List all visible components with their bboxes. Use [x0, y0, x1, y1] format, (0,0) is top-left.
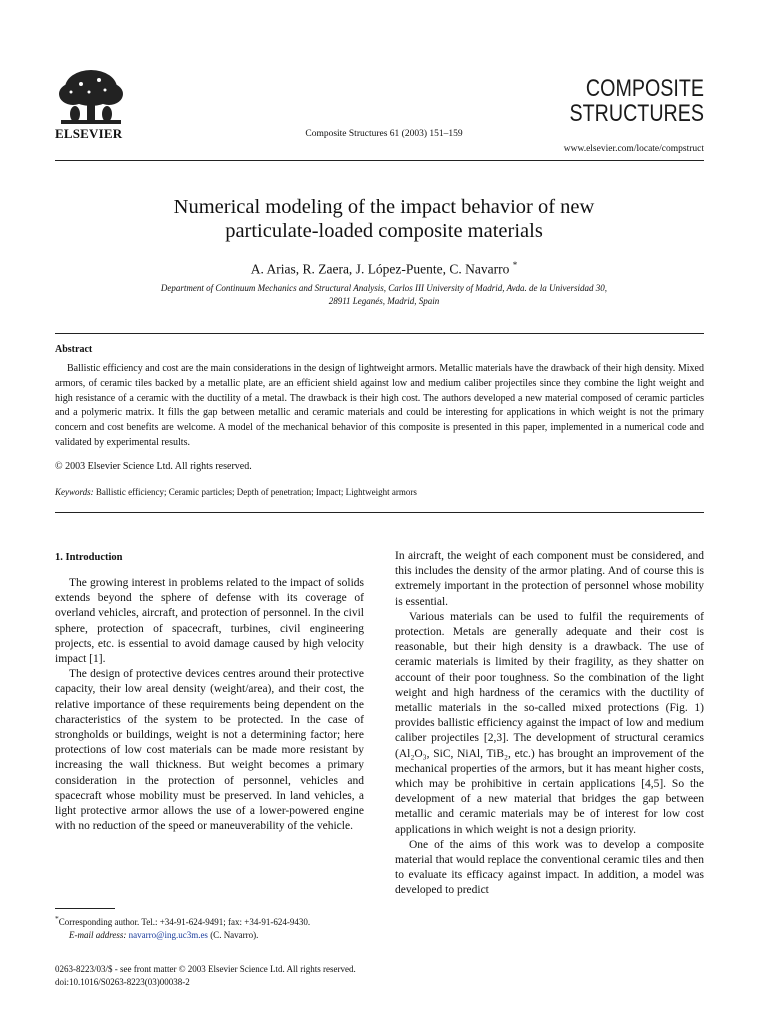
- paragraph: The growing interest in problems related to the impact of solids extends beyond the sphere of defense with its coverage of overland vehicles, aircraft, and protection of personnel. In the civil sphere, protection of spacecraft, turbines, civil engineering projects, etc. is essential to avoid damage caused by high velocity impact [1].: [55, 577, 364, 666]
- email-line: [55, 929, 364, 942]
- footer-issn: 0263-8223/03/$ - see front matter © 2003 Elsevier Science Ltd. All rights reserved.: [55, 964, 356, 974]
- footer-doi: doi:10.1016/S0263-8223(03)00038-2: [55, 976, 190, 987]
- author-list: [0, 260, 768, 278]
- abstract-copyright: © 2003 Elsevier Science Ltd. All rights reserved.: [55, 461, 252, 472]
- paper-title: [0, 195, 768, 243]
- footnote-mark: *: [55, 914, 59, 923]
- journal-url[interactable]: www.elsevier.com/locate/compstruct: [563, 144, 704, 154]
- journal-logo-text: [570, 76, 704, 126]
- paragraph: One of the aims of this work was to develop a composite material that would replace the conventional ceramic tiles and then to evaluate its efficacy against impact. In addition, a model was developed to predict: [395, 838, 704, 897]
- paragraph: The design of protective devices centres around their protective capacity, their low areal density (weight/area), and their cost, the relative importance of these requirements being dependent on the characteristics of the system to be protected. In the case of strongholds or buildings, weight is not a determining factor; here protections of low cost materials can be made more resistant by increasing the wall thickness. But weight becomes a primary consideration in the protection of personnel, vehicles and spacecraft whose mobility must be preserved. In land vehicles, a light protective armor allows the use of a lower-powered engine with no reduction of the speed or maneuverability of the vehicle.: [55, 668, 364, 833]
- abstract-bottom-rule: [55, 512, 704, 513]
- footnote-rule: [55, 908, 115, 909]
- keywords: [55, 487, 417, 497]
- keywords-label: Keywords:: [55, 487, 94, 497]
- affiliation: [0, 282, 768, 308]
- authors-text: A. Arias, R. Zaera, J. López-Puente, C. Navarro: [250, 261, 510, 277]
- email-link[interactable]: navarro@ing.uc3m.es: [128, 930, 208, 940]
- email-label: E-mail address:: [69, 930, 127, 940]
- right-column: [395, 549, 704, 899]
- email-suffix: (C. Navarro).: [210, 930, 259, 940]
- header-rule: [55, 160, 704, 161]
- keywords-text: Ballistic efficiency; Ceramic particles; Depth of penetration; Impact; Lightweight armors: [95, 487, 417, 497]
- title-line-1: Numerical modeling of the impact behavior of new: [173, 196, 595, 218]
- section-heading: 1. Introduction: [55, 552, 123, 563]
- journal-name-line2: STRUCTURES: [569, 100, 704, 127]
- publisher-name: ELSEVIER: [55, 126, 123, 141]
- journal-citation: Composite Structures 61 (2003) 151–159: [305, 129, 463, 139]
- title-line-2: particulate-loaded composite materials: [225, 220, 543, 242]
- abstract-text: Ballistic efficiency and cost are the main considerations in the design of lightweight armors. Metallic materials have the drawback of their high density. Mixed armors, of ceramic tiles backed by a metallic plate, are an efficient shield against low and medium caliber projectiles since they combine the light weight and high resistance of a ceramic with the ductility of a metal. The drawback is their high cost. The authors developed a new material composed of ceramic particles and a polymeric matrix. It fills the gap between metallic and ceramic materials and could be interesting for applications in which weight is not the primary concern and cost benefits are welcome. A model of the mechanical behavior of this composite is presented in this paper, implemented in a numerical code and validated by experimental results.: [55, 363, 704, 448]
- footnote: [55, 912, 364, 942]
- paragraph: Various materials can be used to fulfil the requirements of protection. Metals are generally adequate and their cost is reasonable, but their high density is a drawback. The use of ceramic materials is limited by their fragility, as they shatter on account of their poor toughness. So the combination of the light weight and high hardness of the ceramics with the ductility of metallic materials in the so-called mixed protections (Fig. 1) provides ballistic efficiency against the impact of low and medium caliber projectiles [2,3]. The development of structural ceramics (Al₂O₃, SiC, NiAl, TiB₂, etc.) has brought an improvement of the mechanical properties of the armors, but it has meant higher costs, which may be prohibitive in certain applications [4,5]. So the development of a new material that bridges the gap between metallic and ceramic materials may be of interest for low cost applications in which weight is not a design priority.: [395, 610, 704, 836]
- paragraph: In aircraft, the weight of each component must be considered, and this includes the density of the armor plating. And of course this is extremely important in the protection of personnel whose mobility is essential.: [395, 550, 704, 608]
- journal-name-line1: COMPOSITE: [585, 75, 704, 102]
- left-column: [55, 576, 364, 834]
- page-footer: [55, 963, 356, 988]
- abstract-top-rule: [55, 333, 704, 334]
- affiliation-line-1: Department of Continuum Mechanics and Structural Analysis, Carlos III University of Madrid, Avda. de la Universidad 30,: [160, 283, 608, 293]
- corresponding-author-note: [55, 912, 364, 929]
- abstract-heading: Abstract: [55, 344, 93, 355]
- corresponding-author-mark: *: [512, 260, 518, 270]
- footnote-text: Corresponding author. Tel.: +34-91-624-9491; fax: +34-91-624-9430.: [58, 917, 311, 927]
- affiliation-line-2: 28911 Leganés, Madrid, Spain: [328, 296, 440, 306]
